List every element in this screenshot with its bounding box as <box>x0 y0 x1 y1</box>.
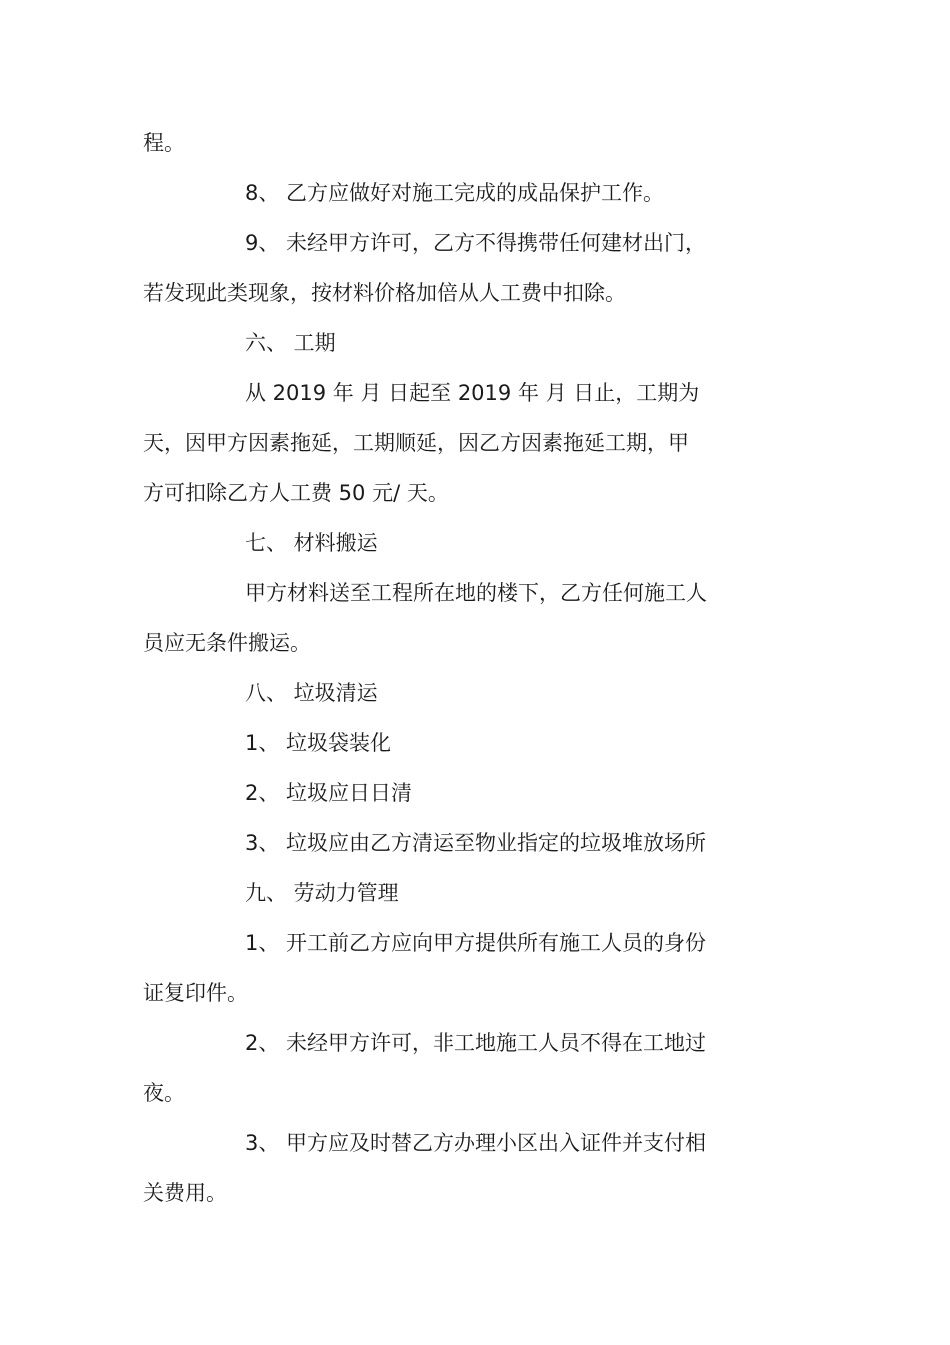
text-line-14: 2、 垃圾应日日清 <box>245 781 413 805</box>
section-heading-9: 九、 劳动力管理 <box>245 881 399 905</box>
section-heading-7: 七、 材料搬运 <box>245 531 378 555</box>
text-line-11: 员应无条件搬运。 <box>143 631 311 655</box>
text-line-4: 若发现此类现象，按材料价格加倍从人工费中扣除。 <box>143 281 626 305</box>
text-line-22: 关费用。 <box>143 1181 227 1205</box>
text-line-7: 天，因甲方因素拖延，工期顺延，因乙方因素拖延工期，甲 <box>143 431 689 455</box>
text-line-2: 8、 乙方应做好对施工完成的成品保护工作。 <box>245 181 665 205</box>
text-line-6: 从 2019 年 月 日起至 2019 年 月 日止，工期为 <box>245 381 700 405</box>
text-line-3: 9、 未经甲方许可，乙方不得携带任何建材出门， <box>245 231 707 255</box>
text-line-1: 程。 <box>143 131 185 155</box>
text-line-21: 3、 甲方应及时替乙方办理小区出入证件并支付相 <box>245 1131 707 1155</box>
text-line-13: 1、 垃圾袋装化 <box>245 731 392 755</box>
text-line-10: 甲方材料送至工程所在地的楼下，乙方任何施工人 <box>245 581 707 605</box>
text-line-8: 方可扣除乙方人工费 50 元/ 天。 <box>143 481 449 505</box>
text-line-18: 证复印件。 <box>143 981 248 1005</box>
text-line-19: 2、 未经甲方许可，非工地施工人员不得在工地过 <box>245 1031 707 1055</box>
section-heading-8: 八、 垃圾清运 <box>245 681 378 705</box>
text-line-20: 夜。 <box>143 1081 185 1105</box>
section-heading-6: 六、 工期 <box>245 331 336 355</box>
text-line-17: 1、 开工前乙方应向甲方提供所有施工人员的身份 <box>245 931 707 955</box>
text-line-15: 3、 垃圾应由乙方清运至物业指定的垃圾堆放场所 <box>245 831 707 855</box>
